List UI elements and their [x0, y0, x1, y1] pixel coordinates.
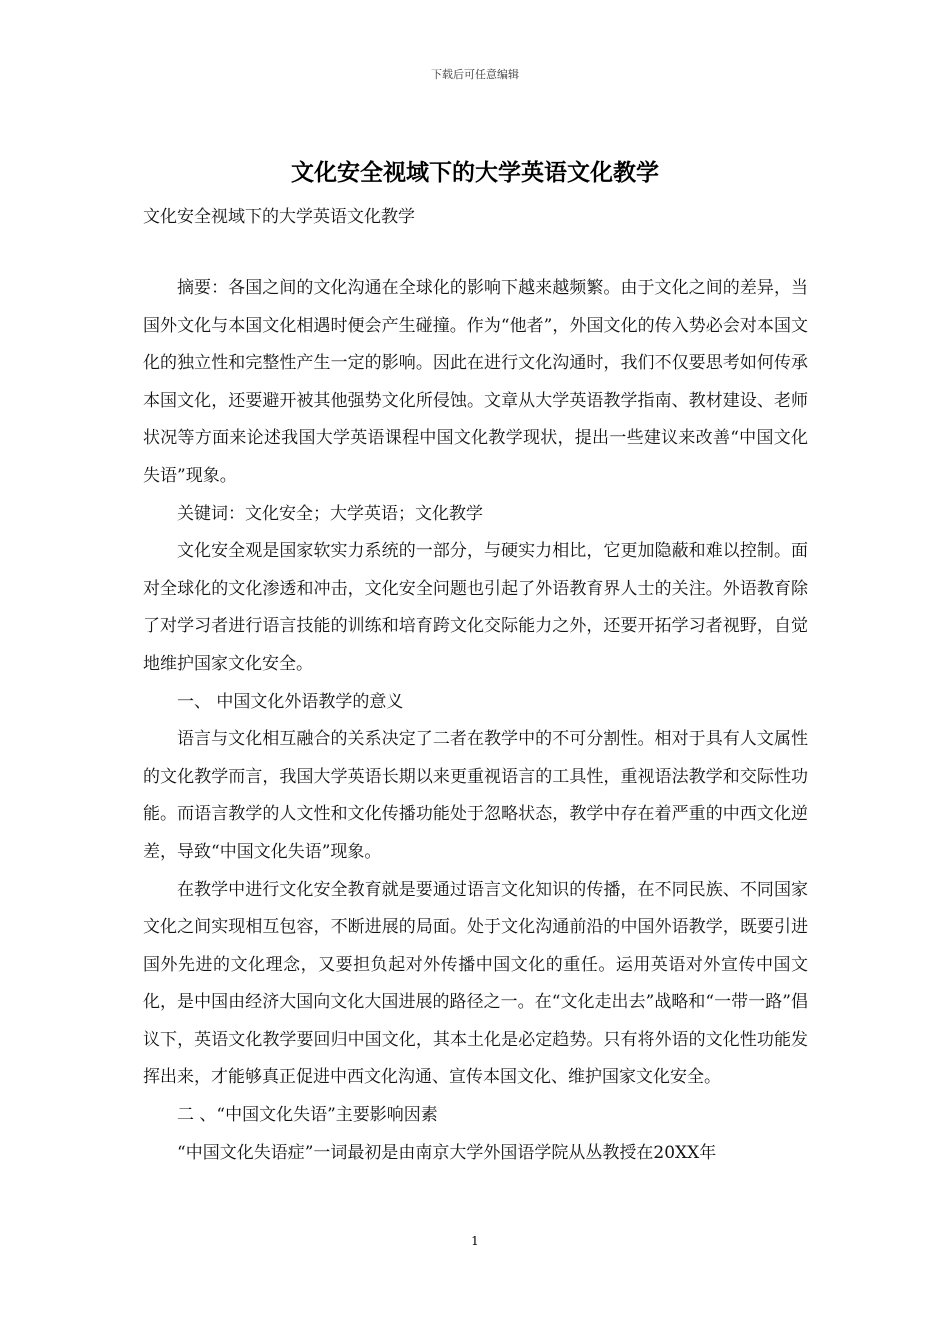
section-heading: 一、 中国文化外语教学的意义 — [177, 691, 404, 712]
body-paragraph: 在教学中进行文化安全教育就是要通过语言文化知识的传播，在不同民族、不同国家文化之间实现相互包容，不断进展的局面。处于文化沟通前沿的中国外语教学，既要引进国外先进的文化理念，又要担负起对外传播中国文化的重任。运用英语对外宣传中国文化，是中国由经济大国向文化大国进展的路径之一。在“文化走出去”战略和“一带一路”倡议下，英语文化教学要回归中国文化，其本土化是必定趋势。只有将外语的文化性功能发挥出来，才能够真正促进中西文化沟通、宣传本国文化、维护国家文化安全。 — [143, 879, 808, 1088]
abstract-paragraph: 摘要：各国之间的文化沟通在全球化的影响下越来越频繁。由于文化之间的差异，当国外文化与本国文化相遇时便会产生碰撞。作为“他者”，外国文化的传入势必会对本国文化的独立性和完整性产生一定的影响。因此在进行文化沟通时，我们不仅要思考如何传承本国文化，还要避开被其他强势文化所侵蚀。文章从大学英语教学指南、教材建设、老师状况等方面来论述我国大学英语课程中国文化教学现状，提出一些建议来改善“中国文化失语”现象。 — [143, 278, 808, 486]
document-title: 文化安全视域下的大学英语文化教学 — [291, 159, 659, 186]
body-paragraph: 文化安全观是国家软实力系统的一部分，与硬实力相比，它更加隐蔽和难以控制。面对全球化的文化渗透和冲击，文化安全问题也引起了外语教育界人士的关注。外语教育除了对学习者进行语言技能的训练和培育跨文化交际能力之外，还要开拓学习者视野，自觉地维护国家文化安全。 — [143, 541, 808, 674]
section-heading: 二 、“中国文化失语”主要影响因素 — [177, 1105, 438, 1126]
page-number: 1 — [471, 1234, 479, 1248]
page-header: 下载后可任意编辑 — [431, 68, 519, 81]
document-subtitle: 文化安全视域下的大学英语文化教学 — [143, 207, 415, 227]
body-paragraph: “中国文化失语症”一词最初是由南京大学外国语学院从丛教授在20XX年 — [177, 1142, 717, 1163]
body-paragraph: 语言与文化相互融合的关系决定了二者在教学中的不可分割性。相对于具有人文属性的文化教学而言，我国大学英语长期以来更重视语言的工具性，重视语法教学和交际性功能。而语言教学的人文性和文化传播功能处于忽略状态，教学中存在着严重的中西文化逆差，导致“中国文化失语”现象。 — [143, 729, 808, 862]
document-body — [143, 270, 808, 1172]
keywords-paragraph: 关键词：文化安全；大学英语；文化教学 — [177, 503, 483, 524]
